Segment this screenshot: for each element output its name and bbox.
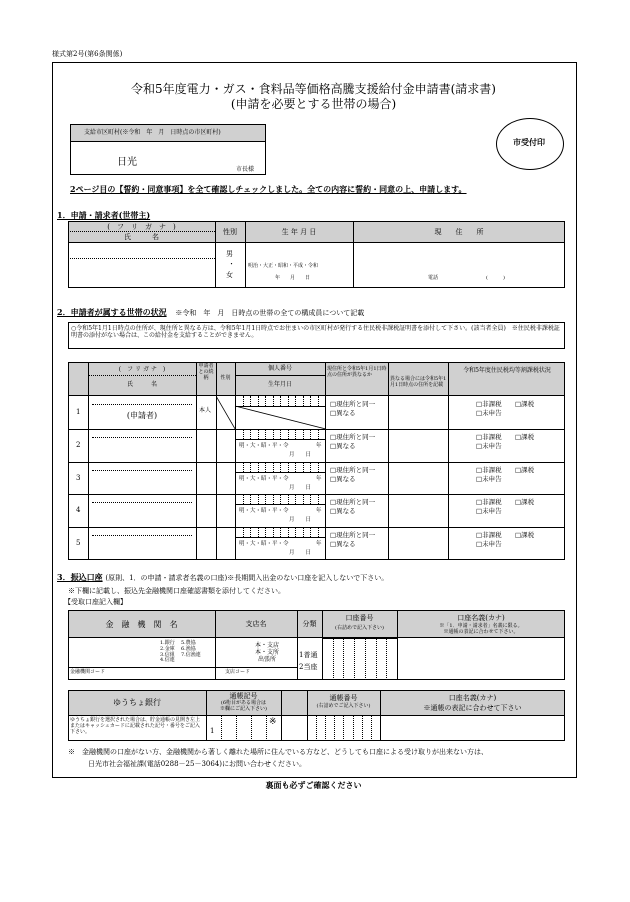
s1-name-label: 氏 名 (124, 233, 159, 241)
mynumber-cell-divider (295, 494, 296, 504)
ht-mynumber: 個人番号 (267, 365, 292, 372)
ht-name: 氏 名 (126, 381, 157, 388)
municipality-header: 支給市区町村(※令和 年 月 日時点の市区町村) (84, 129, 221, 136)
yucho-code-cell-divider (236, 716, 237, 741)
member-birth-eras: 明・大・昭・平・令 (239, 508, 289, 515)
pledge-notice: 2ページ目の【誓約・同意事項】を全て確認しチェックしました。全ての内容に誓約・同意の上、申請します。 (70, 184, 467, 194)
bank-type-1: 1.銀行 (160, 640, 175, 646)
mynumber-cell-divider (243, 494, 244, 504)
member-mynumber-line (235, 537, 325, 538)
member-row-line (68, 527, 565, 528)
member-diff-addr[interactable]: □異なる (330, 540, 356, 549)
mynumber-cell-divider (243, 429, 244, 439)
yucho-number-cell-divider (362, 716, 363, 741)
s1-gender-label: 性別 (223, 228, 237, 236)
mynumber-cell-divider (295, 429, 296, 439)
bt-code-line1 (68, 667, 215, 668)
branch-type-2: 本・支所 (254, 649, 279, 657)
member-birth-year: 年 (316, 508, 322, 515)
branch-code-label: 支店コード (225, 669, 251, 675)
mynumber-cell-divider (295, 527, 296, 537)
holder-label: 口座名義(カナ) (457, 614, 505, 622)
receive-label: 【受取口座記入欄】 (64, 598, 127, 606)
mynumber-cell-divider (273, 429, 274, 439)
member-self-label: (申請者) (126, 411, 158, 420)
member-not-filed[interactable]: □未申告 (476, 474, 502, 483)
s1-tel: 電話 (428, 275, 439, 281)
member-diff-addr[interactable]: □異なる (330, 409, 356, 417)
section2-heading-wrap (57, 307, 364, 318)
yucho-number-cell-divider (343, 716, 344, 741)
mynumber-cell-divider (318, 527, 319, 537)
member-row-line (68, 494, 565, 495)
member-taxed[interactable]: □課税 (515, 465, 535, 474)
yucho-number-cell-divider (353, 716, 354, 741)
member-diff-addr[interactable]: □異なる (330, 474, 356, 483)
ht-relation: 申請者との続柄 (198, 363, 214, 381)
member-row-number: 2 (76, 440, 81, 449)
form-number: 様式第2号(第6条関係) (52, 50, 123, 58)
bank-types-b (181, 641, 201, 658)
yucho-mark: ※ (269, 717, 277, 727)
mynumber-cell-divider (318, 494, 319, 504)
mynumber-cell-divider (250, 462, 251, 472)
member-birth-year: 年 (316, 442, 322, 449)
mynumber-cell-divider (288, 462, 289, 472)
mynumber-cell-divider (265, 429, 266, 439)
bank-type-7: 7.信漁連 (181, 651, 201, 658)
account-cell-divider (365, 638, 366, 680)
section1-heading: 1．申請・請求者(世帯主) (57, 210, 151, 220)
branch-type-1: 本・支店 (254, 642, 279, 649)
yucho-number-label: 通帳番号 (329, 694, 358, 702)
mynumber-cell-divider (288, 494, 289, 504)
member-birth-year: 年 (316, 541, 322, 548)
mynumber-cell-divider (318, 429, 319, 439)
mynumber-cell-divider (250, 527, 251, 537)
member-self-relation: 本人 (199, 407, 212, 414)
yucho-code-cell-divider (221, 716, 222, 741)
ht-furigana: ( フ リ ガ ナ ) (118, 366, 166, 373)
mynumber-cell-divider (265, 462, 266, 472)
member-mynumber-line (235, 472, 325, 473)
member-diff-addr[interactable]: □異なる (330, 507, 356, 516)
member-tax-exempt[interactable]: □非課税 (476, 465, 502, 474)
s1-birth-label: 生 年 月 日 (281, 228, 317, 236)
member-birth-md: 月 日 (289, 517, 312, 524)
kind-label: 分類 (302, 620, 317, 628)
yucho-code-sub1: (6桁目がある場合は (220, 700, 267, 706)
member-furigana-line (92, 404, 192, 405)
member-mynumber-line (235, 439, 325, 440)
mynumber-cell-divider (303, 429, 304, 439)
bank-types-a (160, 641, 175, 664)
mynumber-cell-divider (303, 462, 304, 472)
kind-current: 2当座 (299, 663, 318, 672)
mynumber-cell-divider (288, 429, 289, 439)
s2-notice: ○令和5年1月1日時点の住所が、現住所と異なる方は、令和5年1月1日時点でお住まいの市区町村が発行する住民税非課税証明書を添付して下さい。(該当者全員) ※住民税非課税証明書の添付がない場合は、この給付金を支給することができません。 (71, 325, 560, 340)
member-same-addr[interactable]: □現住所と同一 (330, 400, 376, 408)
ht-gender: 性別 (220, 375, 231, 381)
member-furigana-line (92, 437, 192, 438)
mynumber-cell-divider (280, 527, 281, 537)
mynumber-cell-divider (295, 462, 296, 472)
yucho-note: ゆうちょ銀行を選択された場合は、貯金通帳の見開き左上またはキャッシュカードに記載された記号・番号をご記入下さい。 (70, 717, 201, 735)
member-taxed[interactable]: □課税 (515, 432, 535, 441)
ht-addr-jan: 現住所と令和5年1月1日時点の住所が異なるか (327, 366, 387, 378)
member-birth-md: 月 日 (289, 451, 312, 458)
mynumber-cell-divider (250, 429, 251, 439)
yucho-holder-sub: ※通帳の表記に合わせて下さい (423, 704, 522, 712)
mynumber-cell-divider (273, 462, 274, 472)
ht-hs2 (235, 375, 325, 376)
member-same-addr[interactable]: □現住所と同一 (330, 465, 376, 474)
member-furigana-line (92, 470, 192, 471)
member-taxed[interactable]: □課税 (515, 498, 535, 507)
account-cell-divider (354, 638, 355, 680)
ht-addr-diff: 異なる場合には令和5年1月1日時点の住所を記載 (390, 376, 447, 388)
yucho-code-cell-divider (251, 716, 252, 741)
yucho-code-label: 通帳記号 (229, 692, 258, 700)
yucho-label: ゆうちょ銀行 (113, 698, 161, 707)
member-birth-eras: 明・大・昭・平・令 (239, 541, 289, 548)
back-notice: 裏面も必ずご確認ください (265, 780, 362, 790)
member-taxed[interactable]: □課税 (515, 531, 535, 540)
yucho-number-sub: (右詰めでご記入下さい) (316, 703, 371, 709)
member-not-filed[interactable]: □未申告 (476, 507, 502, 516)
section3-heading-wrap (57, 572, 388, 583)
s1-furigana-label: ( フ リ ガ ナ ) (107, 223, 176, 231)
mynumber-cell-divider (273, 527, 274, 537)
branch-type-3: 出張所 (257, 656, 276, 664)
s1-tel-parens: ( ) (486, 275, 505, 281)
mynumber-cell-divider (310, 429, 311, 439)
account-cell-divider (343, 638, 344, 680)
s1-gender-male: 男 (226, 250, 233, 258)
ht-hs1 (88, 375, 196, 376)
self-birth-crossout (216, 396, 325, 429)
holder-sub2: ※通帳の表記に合わせて下さい。 (443, 629, 519, 635)
member-row-number: 5 (76, 539, 81, 548)
mynumber-cell-divider (280, 429, 281, 439)
mynumber-cell-divider (258, 429, 259, 439)
bank-name-label: 金 融 機 関 名 (105, 620, 178, 629)
yucho-number-cell-divider (334, 716, 335, 741)
mynumber-cell-divider (243, 527, 244, 537)
section3-heading: 3．振込口座 (57, 572, 103, 582)
yucho-number-cell-divider (316, 716, 317, 741)
kind-types (299, 651, 317, 672)
member-birth-year: 年 (316, 475, 322, 482)
section3-note2: ※下欄に記載し、振込先金融機関口座確認書類を添付してください。 (68, 587, 285, 595)
mynumber-cell-divider (310, 527, 311, 537)
yucho-number-cell-divider (325, 716, 326, 741)
mynumber-cell-divider (265, 527, 266, 537)
form-title: 令和5年度電力・ガス・食料品等価格高騰支援給付金申請書(請求書) (130, 82, 496, 96)
footer-note1: ※ 金融機関の口座がない方、金融機関から著しく離れた場所に住んでいる方など、どうしても口座による受け取りが出来ない方は、 (68, 748, 488, 756)
kind-ordinary: 1普通 (299, 651, 318, 659)
mynumber-cell-divider (280, 462, 281, 472)
mynumber-cell-divider (243, 462, 244, 472)
account-cells-top (322, 638, 397, 639)
mynumber-cell-divider (303, 527, 304, 537)
yucho-holder-label: 口座名義(カナ) (448, 694, 497, 702)
section2-note: ※令和 年 月 日時点の世帯の全ての構成員について記載 (175, 309, 365, 317)
mynumber-cell-divider (280, 494, 281, 504)
yucho-one: 1 (210, 727, 215, 735)
section3-note: (原則、1．の申請・請求者名義の口座)※長期間入出金のない口座を記入しないで下さい。 (105, 574, 389, 582)
member-birth-eras: 明・大・昭・平・令 (239, 442, 289, 449)
bank-type-5: 5.農協 (181, 640, 196, 646)
member-tax-exempt[interactable]: □非課税 (476, 498, 502, 507)
s1-gender-dot: ・ (228, 260, 235, 268)
yucho-number-cell-divider (371, 716, 372, 741)
member-birth-md: 月 日 (289, 550, 312, 557)
member-taxed[interactable]: □課税 (515, 400, 535, 408)
bt-code-line2 (215, 667, 297, 668)
mynumber-cell-divider (273, 494, 274, 504)
ht-birth: 生年月日 (267, 381, 292, 388)
member-row-line (68, 429, 565, 430)
yucho-code-cell-divider (266, 716, 267, 741)
mynumber-cell-divider (318, 462, 319, 472)
member-not-filed[interactable]: □未申告 (476, 409, 502, 417)
member-row-line (68, 462, 565, 463)
mynumber-cell-divider (258, 462, 259, 472)
mynumber-cell-divider (250, 494, 251, 504)
member-row-number: 4 (76, 506, 81, 515)
account-cell-divider (333, 638, 334, 680)
mynumber-cell-divider (310, 494, 311, 504)
mynumber-cell-divider (258, 527, 259, 537)
bank-type-6: 6.漁協 (181, 645, 196, 652)
member-birth-eras: 明・大・昭・平・令 (239, 475, 289, 482)
bank-type-4: 4.信連 (160, 657, 175, 664)
mynumber-cell-divider (310, 462, 311, 472)
branch-types (242, 642, 292, 664)
mynumber-cell-divider (288, 527, 289, 537)
account-no-label: 口座番号 (345, 614, 374, 622)
mynumber-cell-divider (303, 494, 304, 504)
member-birth-md: 月 日 (289, 484, 312, 491)
mynumber-cell-divider (258, 494, 259, 504)
s1-ymd: 年 月 日 (275, 275, 311, 281)
member-row-number: 3 (76, 473, 81, 482)
ht-tax: 令和5年度住民税均等割課税状況 (463, 367, 551, 374)
branch-name-label: 支店名 (245, 620, 267, 628)
reception-stamp-label: 市受付印 (513, 137, 545, 147)
bank-type-2: 2.金庫 (160, 645, 175, 652)
s1-address-label: 現 住 所 (434, 228, 484, 236)
municipality-name: 日光 (117, 157, 137, 168)
member-same-addr[interactable]: □現住所と同一 (330, 432, 376, 441)
bank-type-3: 3.信組 (160, 651, 175, 658)
member-not-filed[interactable]: □未申告 (476, 441, 502, 450)
holder-sub1: ※「1．申請・請求者」名義に限る。 (439, 623, 523, 629)
member-same-addr[interactable]: □現住所と同一 (330, 531, 376, 540)
account-cell-divider (376, 638, 377, 680)
member-furigana-line (92, 535, 192, 536)
member-tax-exempt[interactable]: □非課税 (476, 432, 502, 441)
member-same-addr[interactable]: □現住所と同一 (330, 498, 376, 507)
member-not-filed[interactable]: □未申告 (476, 540, 502, 549)
account-no-sub: (右詰めで記入下さい) (335, 625, 384, 631)
member-mynumber-line (235, 504, 325, 505)
mynumber-cell-divider (265, 494, 266, 504)
member-row-number: 1 (76, 408, 81, 416)
mayor-suffix: 市長様 (236, 166, 255, 173)
section2-heading: 2．申請者が属する世帯の状況 (57, 307, 167, 317)
yt-v2 (281, 690, 282, 741)
member-furigana-line (92, 502, 192, 503)
bank-code-label: 金融機関コード (70, 669, 106, 675)
s1-eras: 明治・大正・昭和・平成・令和 (248, 263, 319, 269)
footer-note2: 日光市社会福祉課(電話0288－25－3064)にお問い合わせください。 (88, 760, 306, 768)
form-subtitle: (申請を必要とする世帯の場合) (230, 97, 397, 111)
member-diff-addr[interactable]: □異なる (330, 441, 356, 450)
s1-gender-female: 女 (226, 271, 233, 279)
yucho-code-sub2: ※欄にご記入下さい) (220, 706, 267, 712)
member-tax-exempt[interactable]: □非課税 (476, 531, 502, 540)
account-cell-divider (386, 638, 387, 680)
member-tax-exempt[interactable]: □非課税 (476, 400, 502, 408)
s1-furigana-line (68, 258, 215, 259)
